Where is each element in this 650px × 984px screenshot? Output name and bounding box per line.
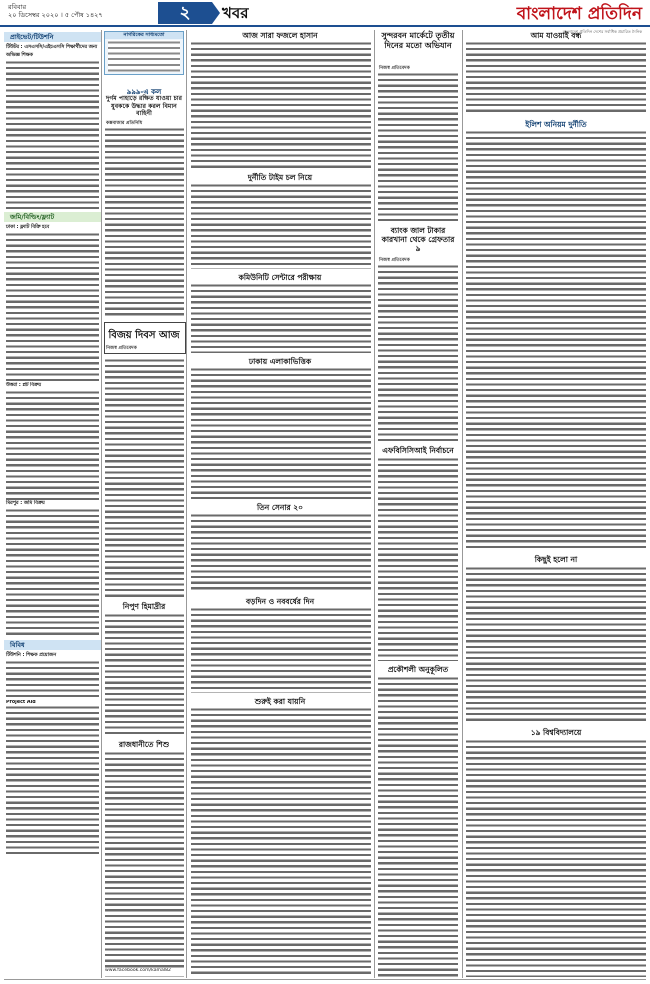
article-a18-body — [466, 739, 646, 977]
headline-a18: ১৯ বিশ্ববিদ্যালয়ে — [530, 728, 582, 737]
classified-text — [6, 232, 99, 382]
headline-a4: দুর্নীতি টাইম চল নিয়ে — [247, 173, 313, 182]
issue-date — [8, 3, 103, 19]
headline-a6: ঢাকায় এলাকাভিত্তিক — [248, 357, 312, 366]
classified-entry — [6, 44, 99, 210]
article-a12-body — [378, 72, 458, 222]
article-a13-body — [466, 41, 646, 115]
classified-entry — [6, 224, 99, 638]
headline-a14: ইলিশ অনিয়ম দুর্নীতি — [525, 120, 587, 129]
prices-box — [104, 31, 184, 75]
classified-entry-title: টিউশনি : শিক্ষক প্রয়োজন — [6, 653, 57, 658]
classified-facebook-link[interactable]: www.facebook.com/kamal82 — [105, 968, 184, 976]
headline-a9: রাজধানীতে শিশু — [118, 740, 170, 749]
article-a16-body — [378, 457, 458, 661]
article-a7-body — [105, 613, 184, 735]
classified-text — [6, 660, 99, 700]
prices-box-rows — [108, 40, 180, 72]
article-a8-body — [191, 513, 371, 593]
article-a10-body — [191, 607, 371, 693]
byline-a1: কক্সবাজার প্রতিনিধি — [106, 121, 143, 126]
headline-a20: প্রকৌশলী অনুকূলিত — [387, 665, 449, 674]
headline-a15: ব্যাংক জাল টাকার কারখানা থেকে গ্রেফতার ৯ — [381, 226, 455, 253]
article-a14-body — [466, 130, 646, 550]
column-rule — [186, 30, 187, 978]
article-a1-body — [105, 127, 184, 319]
classified-section-misc: বিবিধ — [4, 640, 101, 650]
article-a3-body — [191, 41, 371, 169]
article-a9-body — [105, 751, 184, 977]
prices-box-title: নাগরিকের সাধ্যমতো — [105, 32, 183, 39]
article-a4-body — [191, 183, 371, 269]
article-a17-body — [466, 566, 646, 724]
headline-a2: বিজয় দিবস আজ — [108, 330, 180, 341]
article-a11-body — [191, 707, 371, 977]
logo-text: বাংলাদেশ প্রতিদিন — [516, 4, 642, 24]
headline-a11: শুরুই করা যায়নি — [254, 697, 306, 706]
issue-full-date: ২০ ডিসেম্বর ২০২০ । ৫ পৌষ ১৪২৭ — [8, 11, 103, 19]
article-a15-body — [378, 264, 458, 442]
headline-a8: তিন সেনার ২০ — [257, 503, 303, 512]
classified-entry-title: Project Aid — [6, 700, 36, 705]
classified-entry-title: উত্তরা : প্লট বিক্রয় — [6, 383, 41, 388]
issue-day: রবিবার — [8, 3, 27, 11]
classified-text — [6, 60, 99, 210]
headline-a7: নিপুণ হিমাদ্রীর — [122, 602, 166, 611]
article-a6-body — [191, 367, 371, 499]
headline-a17: কিছুই হলো না — [534, 555, 578, 564]
headline-a1-kicker: ৯৯৯-এ কল — [126, 88, 162, 96]
headline-a16: এফবিসিসিআই নির্বাচনে — [382, 446, 454, 455]
classified-section-land: জমি/বিল্ডিং/ফ্ল্যাট — [4, 212, 101, 222]
article-a2-body — [105, 358, 184, 598]
headline-a10: বড়দিন ও নববর্ষের দিন — [245, 597, 315, 606]
classifieds-column — [4, 30, 102, 978]
byline-a12: নিজস্ব প্রতিবেদক — [379, 66, 410, 71]
byline-a15: নিজস্ব প্রতিবেদক — [379, 258, 410, 263]
headline-a3: আজ সারা ফজলে হাসান — [242, 31, 318, 40]
classified-entry-title: ঢাকা : ফ্ল্যাট বিক্রি হবে — [6, 225, 50, 230]
page-section-tab — [158, 2, 326, 24]
logo-tagline: বাংলাদেশ প্রতিদিন দেশের সর্বাধিক প্রচারিত দৈনিক — [562, 29, 642, 34]
section-name: খবর — [222, 4, 249, 22]
classified-entry-title: টিউটর : এসএসসি/এইচএসসি শিক্ষার্থীদের জন্য অভিজ্ঞ শিক্ষক — [6, 45, 98, 58]
headline-a1: দুর্গম পাহাড়ে রক্ষিত যাওয়া চার যুবককে উদ্ধার করল বিমান বাহিনী — [105, 95, 183, 117]
headline-a5: কমিউনিটি সেন্টারে পরীক্ষায় — [238, 273, 322, 282]
classified-text — [6, 390, 99, 500]
column-rule — [374, 30, 375, 978]
column-rule — [462, 30, 463, 978]
byline-a2: নিজস্ব প্রতিবেদক — [106, 346, 137, 351]
article-a5-body — [191, 283, 371, 353]
page-number: ২ — [158, 2, 212, 24]
classified-text — [6, 508, 99, 638]
classified-entry-title: মিরপুর : জমি বিক্রয় — [6, 501, 45, 506]
classified-text — [6, 705, 99, 855]
article-a20-body — [378, 676, 458, 977]
classified-section-tuition: প্রাইভেট/টিউশনি — [4, 32, 101, 42]
footer-rule — [4, 979, 646, 980]
headline-a13: আম যাওয়াই বন্ধ — [530, 31, 582, 40]
header-rule — [0, 25, 650, 27]
headline-a12: সুন্দরবন মার্কেটে তৃতীয় দিনের মতো অভিযান — [381, 31, 455, 50]
page-header — [0, 0, 650, 34]
classified-entry — [6, 652, 99, 855]
